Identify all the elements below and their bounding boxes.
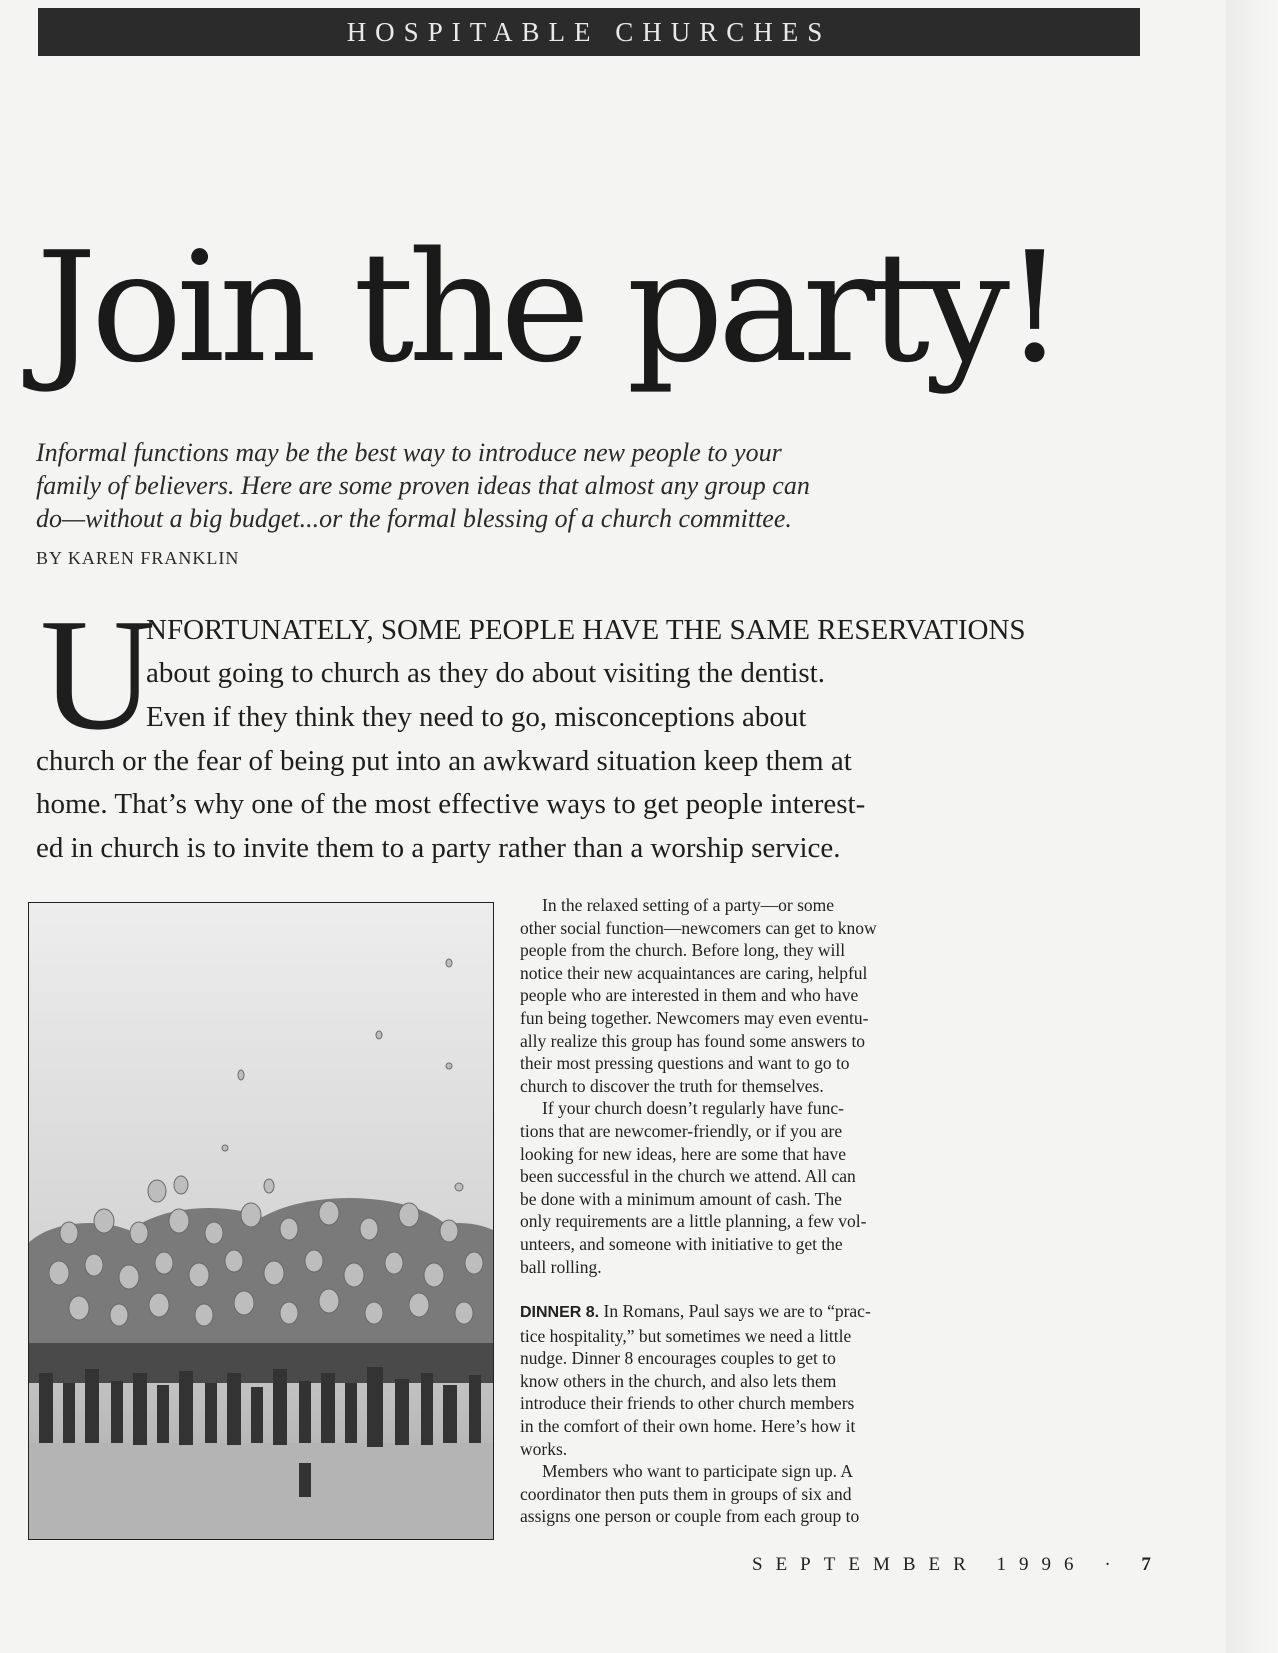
folio-separator: · — [1104, 1554, 1124, 1575]
body-line: know others in the church, and also lets them — [520, 1370, 837, 1391]
body-line: in the comfort of their own home. Here’s how it — [520, 1416, 856, 1437]
body-line: nudge. Dinner 8 encourages couples to get to — [520, 1348, 836, 1369]
body-line: people from the church. Before long, they will — [520, 940, 846, 961]
issue-date: SEPTEMBER 1996 — [752, 1554, 1087, 1575]
body-line: be done with a minimum amount of cash. The — [520, 1188, 842, 1209]
lead-line: NFORTUNATELY, SOME PEOPLE HAVE THE SAME RESERVATIONS — [146, 614, 1026, 646]
deck-line: family of believers. Here are some proven ideas that almost any group can — [36, 471, 810, 500]
deck-line: Informal functions may be the best way to introduce new people to your — [36, 438, 782, 467]
body-line: assigns one person or couple from each group to — [520, 1506, 860, 1527]
balloon-release-photo — [28, 902, 494, 1540]
body-line: only requirements are a little planning, a few vol- — [520, 1211, 867, 1232]
lead-line: about going to church as they do about visiting the dentist. — [146, 657, 825, 689]
body-line: looking for new ideas, here are some that have — [520, 1143, 847, 1164]
section-label: HOSPITABLE CHURCHES — [346, 16, 832, 47]
photo-illustration — [29, 903, 493, 1539]
dinner-8-runin-head: DINNER 8. — [520, 1304, 600, 1322]
body-line: ally realize this group has found some answers to — [520, 1030, 866, 1051]
drop-cap: U — [40, 585, 156, 763]
page-number: 7 — [1141, 1554, 1151, 1575]
body-text-column — [520, 894, 990, 1528]
deck-line: do—without a big budget...or the formal blessing of a church committee. — [36, 504, 792, 533]
paragraph-gap — [520, 1278, 990, 1300]
body-line: unteers, and someone with initiative to get the — [520, 1233, 843, 1254]
byline: BY KAREN FRANKLIN — [36, 548, 240, 568]
body-line: ball rolling. — [520, 1256, 602, 1277]
deck-subtitle — [36, 436, 996, 535]
body-line — [520, 1300, 990, 1325]
body-line: Members who want to participate sign up. A — [542, 1461, 854, 1482]
body-line: works. — [520, 1438, 568, 1459]
lead-line: Even if they think they need to go, misconceptions about — [146, 701, 807, 733]
body-line: people who are interested in them and who have — [520, 985, 859, 1006]
body-line-text: In Romans, Paul says we are to “prac- — [603, 1301, 871, 1322]
body-line: notice their new acquaintances are caring, helpful — [520, 962, 868, 983]
lead-line: church or the fear of being put into an awkward situation keep them at — [36, 745, 852, 777]
lead-line: home. That’s why one of the most effective ways to get people interest- — [36, 788, 866, 820]
body-line: been successful in the church we attend. All can — [520, 1166, 856, 1187]
body-line: coordinator then puts them in groups of six and — [520, 1483, 852, 1504]
headline: Join the party! — [36, 219, 1060, 396]
body-line: introduce their friends to other church members — [520, 1393, 855, 1414]
body-line: other social function—newcomers can get to know — [520, 917, 877, 938]
body-line: church to discover the truth for themselves. — [520, 1075, 824, 1096]
body-line: fun being together. Newcomers may even eventu- — [520, 1007, 869, 1028]
body-line: In the relaxed setting of a party—or some — [542, 895, 835, 915]
body-line: their most pressing questions and want to go to — [520, 1053, 850, 1074]
ground — [29, 1443, 493, 1539]
folio — [752, 1554, 1151, 1576]
body-line: tions that are newcomer-friendly, or if you are — [520, 1120, 843, 1141]
body-line: If your church doesn’t regularly have func- — [542, 1098, 844, 1119]
section-header-bar — [38, 8, 1140, 56]
page-edge-shadow — [1226, 0, 1278, 1653]
body-line: tice hospitality,” but sometimes we need a little — [520, 1325, 852, 1346]
lead-line: ed in church is to invite them to a party rather than a worship service. — [36, 832, 841, 864]
